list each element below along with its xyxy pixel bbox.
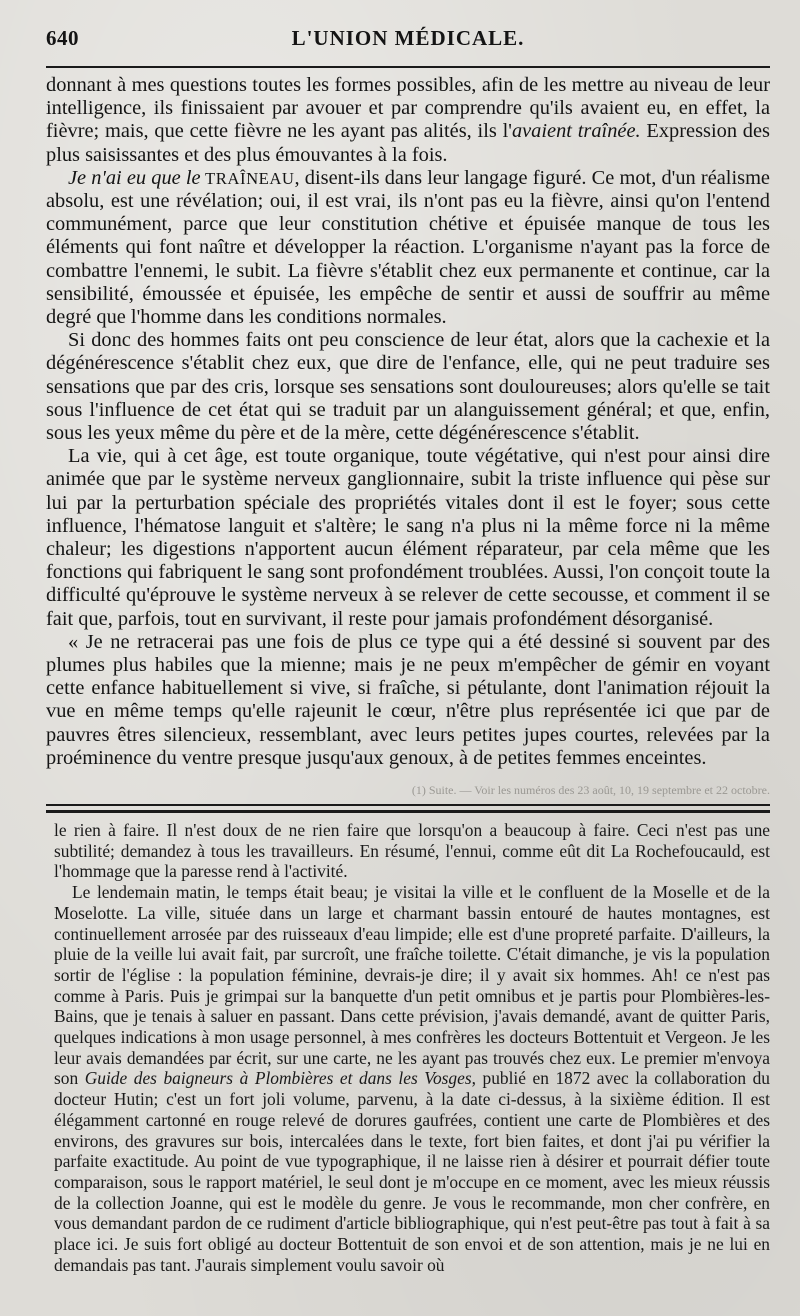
feuilleton-rule-thin [46,804,770,806]
feuilleton-body [54,820,770,1306]
feuilleton-p2-book-title: Guide des baigneurs à Plombières et dans les Vosges [84,1068,472,1089]
article-paragraph-1 [46,74,770,167]
journal-title: L'UNION MÉDICALE. [291,26,525,50]
article-p1-text-a: donnant à mes questions toutes les formes possibles, afin de les mettre au niveau de leur intelligence, ils finissaient par avouer et par comprendre qu'ils avaient eu, en effet, la fièvre; mais, que cette fièvre ne les ayant pas alités, ils l' [46,74,770,143]
article-p2-emphasis: Je n'ai eu que le [68,166,201,189]
article-paragraph-3: Si donc des hommes faits ont peu conscience de leur état, alors que la cachexie et la dégénérescence s'établit chez eux, que dire de l'enfance, elle, qui ne peut traduire ses sensations que par des cris, lorsque ses sensations sont douloureuses; alors qu'elle se tait sous l'influence de cet état qui se traduit par un alanguissement général; et que, enfin, sous les yeux même du père et de la mère, cette dégénérescence s'établit. [46,329,770,445]
page-number: 640 [46,26,79,50]
feuilleton-rule-thick [46,810,770,813]
article-p2-text: , disent-ils dans leur langage figuré. Ce mot, d'un réalisme absolu, est une révélation; oui, il est vrai, ils n'ont pas eu la fièvre, ainsi qu'on l'entend communément, parce que leur constitution chétive et épuisée manque de tous les éléments qui font naître et développer la réaction. L'organisme n'ayant pas la force de combattre l'ennemi, le subit. La fièvre s'établit chez eux permanente et continue, car la sensibilité, émoussée et épuisée, les empêche de sentir et aussi de souffrir au même degré que l'homme dans les conditions normales. [46,166,770,329]
article-paragraph-5: « Je ne retracerai pas une fois de plus ce type qui a été dessiné si souvent par des plumes plus habiles que la mienne; mais je ne peux m'empêcher de gémir en voyant cette enfance habituellement si vive, si fraîche, si pétulante, dont l'animation réjouit la vue en même temps qu'elle rajeunit le cœur, n'être plus représentée ici que par de pauvres êtres silencieux, ressemblant, avec leurs petites jupes courtes, relevées par la proéminence du ventre presque jusqu'aux genoux, à de petites femmes enceintes. [46,630,770,769]
footnote: (1) Suite. — Voir les numéros des 23 août, 10, 19 septembre et 22 octobre. [411,783,770,797]
article-paragraph-2 [46,167,770,329]
article-p2-smallcaps: TRAÎNEAU [200,168,295,188]
header-rule [46,66,770,68]
article-paragraph-4: La vie, qui à cet âge, est toute organique, toute végétative, qui n'est pour ainsi dire animée que par le système nerveux ganglionnaire, subit la triste influence qui pèse sur lui par la perturbation spéciale des propriétés vitales dont il est le foyer; sous cette influence, l'hématose languit et s'altère; le sang n'a plus ni la même force ni la même chaleur; les digestions n'apportent aucun élément réparateur, par cela même que les fonctions qui fabriquent le sang sont profondément troublées. Aussi, l'on conçoit toute la difficulté qu'éprouve le système nerveux à se relever de cette secousse, et comment il se fait que, parfois, tout en survivant, il reste pour jamais profondément désorganisé. [46,445,770,630]
feuilleton-p2-text-b: , publié en 1872 avec la collaboration du docteur Hutin; c'est un fort joli volume, parvenu, à la date ci-dessus, à la sixième édition. Il est élégamment cartonné en rouge relevé de dorures gaufrées, contient une carte de Plombières et des environs, des gravures sur bois, intercalées dans le texte, fort bien faites, et dont j'ai pu vérifier la parfaite exactitude. Au point de vue typographique, il ne laisse rien à désirer et pourrait défier toute comparaison, sous le rapport matériel, le seul dont je m'occupe en ce moment, avec les mieux réussis de la collection Joanne, qui est le modèle du genre. Je vous le recommande, mon cher confrère, en vous demandant pardon de ce rudiment d'article bibliographique, qui n'est peut-être pas tout à fait à sa place ici. Je suis fort obligé au docteur Bottentuit de son envoi et de son attention, mais je ne lui en demandais pas tant. J'aurais simplement voulu savoir où [54,1068,770,1275]
feuilleton-paragraph-1: le rien à faire. Il n'est doux de ne rien faire que lorsqu'on a beaucoup à faire. Ceci n'est pas une subtilité; demandez à tous les travailleurs. En résumé, l'ennui, comme eût dit La Rochefoucauld, est l'hommage que la paresse rend à l'activité. [54,820,770,882]
feuilleton-paragraph-2 [54,882,770,1275]
page-header [46,26,770,56]
article-p1-text-b: Expression des plus saisissantes et des plus émouvantes à la fois. [46,120,770,166]
feuilleton-p2-text-a: Le lendemain matin, le temps était beau; je visitai la ville et le confluent de la Moselle et de la Moselotte. La ville, située dans un large et charmant bassin entouré de hautes montagnes, est continuellement arrosée par des ruisseaux d'eau limpide; elle est d'une propreté parfaite. D'ailleurs, la pluie de la veille lui avait fait, par surcroît, une fraîche toilette. C'était dimanche, je vis la population sortir de l'église : la population féminine, devrais-je dire; il y avait six hommes. Ah! ce n'est pas comme à Paris. Puis je grimpai sur la banquette d'un petit omnibus et je partis pour Plombières-les-Bains, que je tenais à saluer en passant. Dans cette prévision, j'avais demandé, avant de quitter Paris, quelques indications à mon usage personnel, à mes confrères les docteurs Bottentuit et Vergeon. Je les leur avais demandées par écrit, sur une carte, ne les ayant pas trouvés chez eux. Le premier m'envoya son [54,882,770,1089]
article-p1-emphasis: avaient traînée. [511,120,641,143]
article-body [46,74,770,800]
